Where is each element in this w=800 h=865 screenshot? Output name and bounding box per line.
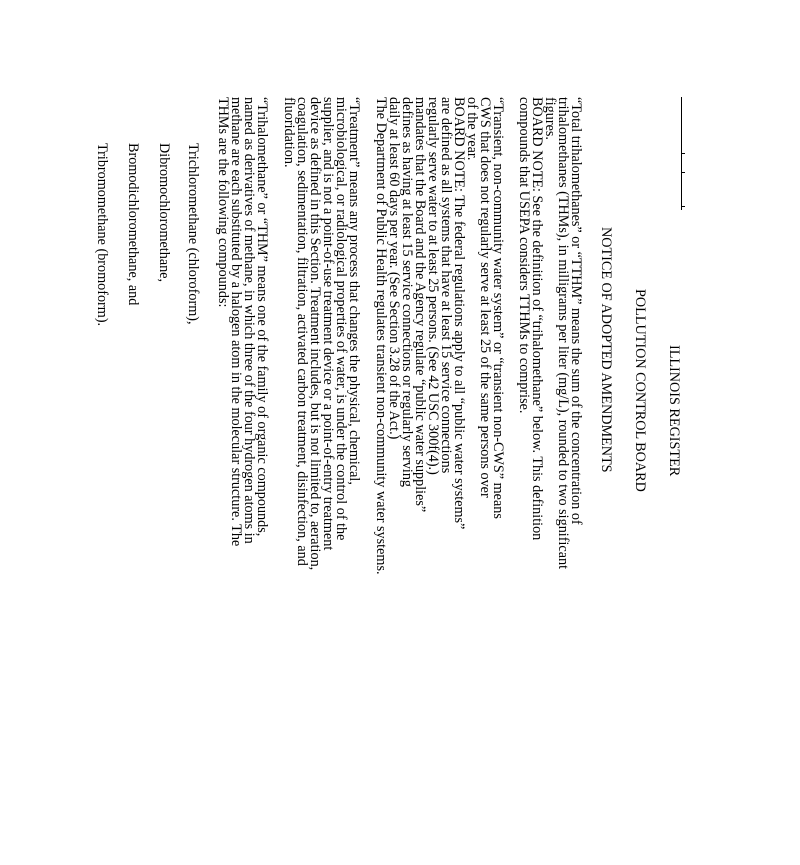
definition-line: methane are each substituted by a halogen atom in the molecular structure. The: [228, 97, 244, 547]
definition-line: daily at least 60 days per year. (See Section 3.28 of the Act.): [386, 97, 402, 440]
definition-line: “Treatment” means any process that changes the physical, chemical,: [346, 97, 362, 485]
definition-line: regularly serve water to at least 25 persons. (See 42 USC 300f(4).): [425, 97, 441, 475]
definition-line: are defined as all systems that have at least 15 service connections: [438, 97, 454, 474]
compound-item: Dibromochloromethane,: [156, 143, 172, 283]
definition-line: CWS that does not regularly serve at least 25 of the same persons over: [477, 97, 493, 498]
definition-line: coagulation, sedimentation, filtration, activated carbon treatment, disinfection, and: [294, 97, 310, 566]
definition-line: microbiological, or radiological properties of water, is under the control of the: [333, 97, 349, 541]
definition-line: figures.: [542, 97, 558, 140]
compound-item: Trichloromethane (chloroform),: [185, 143, 201, 325]
definition-line: trihalomethanes (THMs), in milligrams per liter (mg/L), rounded to two significant: [555, 97, 571, 570]
definition-line: compounds that USEPA considers TTHMs to comprise.: [516, 97, 532, 414]
compound-item: Tribromomethane (bromoform).: [94, 143, 110, 327]
definition-line: defines as having at least 15 service connections or regularly serving: [399, 97, 415, 488]
header-rule-tick: [681, 153, 685, 154]
register-title: ILLINOIS REGISTER: [666, 345, 682, 477]
definition-line: “Transient, non-community water system” or “transient non-CWS” means: [490, 97, 506, 519]
notice-heading: NOTICE OF ADOPTED AMENDMENTS: [598, 227, 614, 473]
definition-line: “Trihalomethane” or “THM” means one of the family of organic compounds,: [254, 97, 270, 537]
board-note: BOARD NOTE: The federal regulations apply to all “public water systems”: [451, 97, 467, 530]
compound-item: Bromodichloromethane, and: [125, 143, 141, 306]
definition-line: supplier, and is not a point-of-use treatment device or a point-of-entry treatment: [320, 97, 336, 551]
header-rule-tick: [681, 172, 685, 173]
definition-line: The Department of Public Health regulates transient non-community water systems.: [373, 97, 389, 575]
board-name: POLLUTION CONTROL BOARD: [632, 289, 648, 492]
definition-line: THMs are the following compounds:: [215, 97, 231, 308]
definition-line: fluoridation.: [281, 97, 297, 168]
board-note: BOARD NOTE: See the definition of “trihalomethane” below. This definition: [529, 97, 545, 541]
definition-line: device as defined in this Section. Treatment includes, but is not limited to, aeration,: [307, 97, 323, 571]
definition-line: mandates that the Board and the Agency regulate “public water supplies”: [412, 97, 428, 513]
definition-line: named as derivatives of methane, in which three of the four hydrogen atoms in: [241, 97, 257, 544]
definition-line: of the year.: [464, 97, 480, 161]
header-rule-tick: [681, 206, 685, 207]
rotated-document-page: [0, 97, 686, 693]
definition-line: “Total trihalomethanes” or “TTHM” means the sum of the concentration of: [568, 97, 584, 525]
